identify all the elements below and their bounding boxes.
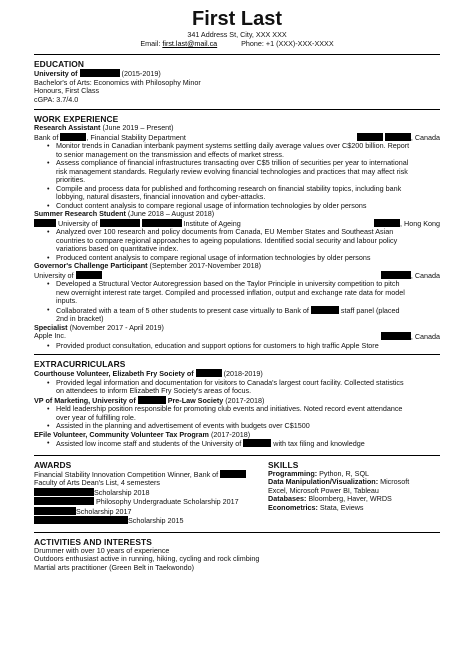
extra-bullets [34,439,440,449]
education-honours: Honours, First Class [34,86,100,95]
redaction [243,439,271,447]
redaction [138,396,166,404]
bullet-item: • Conduct content analysis to compare regional usage of information technologies by older persons [56,202,440,211]
redaction [142,219,182,227]
job-role: Governor's Challenge Participant [34,261,148,270]
education-gpa: cGPA: 3.7/4.0 [34,94,79,104]
skill-data-2: Excel, Microsoft Power BI, Tableau [268,485,379,495]
redaction [374,219,400,227]
bullet-item: • Provided legal information and documentation for visitors to Canada's largest court facility. Collected statistics on attendees to inform Elizabeth Fry Society's areas of focus. [56,379,440,396]
redaction [76,271,102,279]
job-title-line [34,324,440,333]
job-dates: (June 2019 – Present) [102,123,174,132]
redaction [60,133,86,141]
bullet-item: • Compile and process data for published and forthcoming research on financial stability topics, including bank lobbying, natural disasters, financial innovation and cyber-attacks. [56,185,440,202]
redaction [34,507,76,515]
skill-data: Data Manipulation/Visualization: Microsoft [268,477,410,486]
job-location: , Canada [410,332,440,341]
bullet-item: • Assess compliance of financial infrastructures transacting over C$5 trillion of securities per year to international risk management standards. Regularly review evolving financial technologies and practices that may affect risk priorities. [56,159,440,185]
bullet-item: • Collaborated with a team of 5 other students to present case virtually to Bank of staff panel (placed 2nd in bracket) [56,306,440,324]
redaction [357,133,383,141]
job-dates: (September 2017-November 2018) [149,261,262,270]
job-location: , Canada [410,270,440,280]
job-role: Specialist [34,322,68,332]
extra-bullets [34,405,440,431]
phone: Phone: +1 (XXX)-XXX-XXXX [241,39,334,48]
award-item: Financial Stability Innovation Competition Winner, Bank of [34,470,262,480]
redaction [381,271,411,279]
email-link[interactable]: first.last@mail.ca [162,39,218,48]
awards-heading: AWARDS [34,459,72,470]
job-bullets [34,228,440,262]
job-bullets [34,142,440,210]
extra-role: EFile Volunteer, Community Volunteer Tax Program [34,429,209,439]
extracurriculars-heading: EXTRACURRICULARS [34,359,126,369]
job-dept: Institute of Ageing [183,218,241,228]
redaction [34,497,94,505]
redaction [381,332,411,340]
address: 341 Address St, City, XXX XXX [187,30,287,39]
redaction [220,470,246,478]
activity-item: Drummer with over 10 years of experience [34,545,170,555]
award-item: Philosophy Undergraduate Scholarship 2017 [34,497,262,507]
bullet-item: • Monitor trends in Canadian interbank payment systems settling daily average values over C$200 billion. Report to senior management on the transmission and effects of market stress. [56,142,440,159]
bullet-item: • Analyzed over 100 research and policy documents from Canada, EU Member States and Southeast Asian countries to compare regional approaches to ageing populations. Identified social security and labour policy variations based on quantitative index. [56,228,440,254]
job-role: Research Assistant [34,123,101,132]
job-role: Summer Research Student [34,209,126,218]
school-name: University of [34,69,78,78]
redaction [385,133,411,141]
redaction [80,69,120,77]
award-item: Scholarship 2017 [34,507,262,517]
redaction [100,219,140,227]
divider [34,109,440,110]
job-location: , Hong Kong [400,218,440,228]
extra-dates: (2018-2019) [223,369,263,378]
extra-dates: (2017-2018) [210,429,251,439]
skill-econometrics: Econometrics: Stata, Eviews [268,502,364,512]
extra-role-2: Pre-Law Society [167,395,224,405]
job-dept: , Financial Stability Department [86,132,186,142]
job-org: University of [34,270,74,280]
skills-heading: SKILLS [268,459,299,470]
divider [34,54,440,55]
job-bullets [34,342,440,351]
extra-bullets [34,379,440,396]
awards-section [34,456,262,526]
awards-skills [34,456,440,526]
email-label: Email: [140,39,163,48]
resume-name: First Last [191,8,283,30]
education-dates: (2015-2019) [121,69,161,78]
job-title-line [34,262,440,271]
redaction [34,516,128,524]
divider [34,354,440,355]
education-heading: EDUCATION [34,59,85,69]
contact-line [34,39,440,48]
activities-heading: ACTIVITIES AND INTERESTS [34,536,152,547]
extra-dates: (2017-2018) [225,395,265,405]
bullet-item: • Produced content analysis to compare regional usage of information technologies by older persons [56,254,440,263]
extra-role: VP of Marketing, University of [34,395,136,405]
award-item: Scholarship 2018 [34,488,262,498]
work-heading: WORK EXPERIENCE [34,114,119,124]
bullet-item: • Developed a Structural Vector Autoregression based on the Taylor Principle in university competition to pitch new overnight interest rate target. Compiled and processed inflation, output and exchange rate data for model inputs. [56,280,440,306]
extra-title-line [34,431,440,440]
job-title-line [34,124,440,133]
skill-databases: Databases: Bloomberg, Haver, WRDS [268,494,392,503]
bullet-item: • Assisted in the planning and advertisement of events with budgets over C$1500 [56,422,440,431]
divider [34,532,440,533]
job-org: University of [58,218,98,228]
job-bullets [34,280,440,324]
job-dates: (November 2017 - April 2019) [69,322,164,332]
award-item: Faculty of Arts Dean's List, 4 semesters [34,478,161,487]
job-location: , Canada [410,132,440,142]
award-item: Scholarship 2015 [34,516,262,526]
education-degree: Bachelor's of Arts: Economics with Philosophy Minor [34,77,201,87]
bullet-item: • Assisted low income staff and students of the University of with tax filing and knowledge [56,439,440,449]
redaction [196,369,222,377]
bullet-item: • Provided product consultation, education and support options for customers to high traffic Apple Store [56,342,440,351]
activity-item: Martial arts practitioner (Green Belt in Taekwondo) [34,562,195,572]
job-org: Apple Inc. [34,331,66,340]
job-org: Bank of [34,132,59,142]
redaction [311,306,339,314]
skill-programming: Programming: Python, R, SQL [268,468,370,478]
job-dates: (June 2018 – August 2018) [127,209,215,218]
job-title-line [34,210,440,219]
redaction [34,219,56,227]
redaction [34,488,94,496]
bullet-item: • Held leadership position responsible for promoting club events and initiatives. Noted record event attendance over year of fulfilling role. [56,405,440,422]
skills-section [268,456,440,526]
extra-role: Courthouse Volunteer, Elizabeth Fry Society of [34,369,194,378]
activity-item: Outdoors enthusiast active in running, hiking, cycling and rock climbing [34,554,260,563]
